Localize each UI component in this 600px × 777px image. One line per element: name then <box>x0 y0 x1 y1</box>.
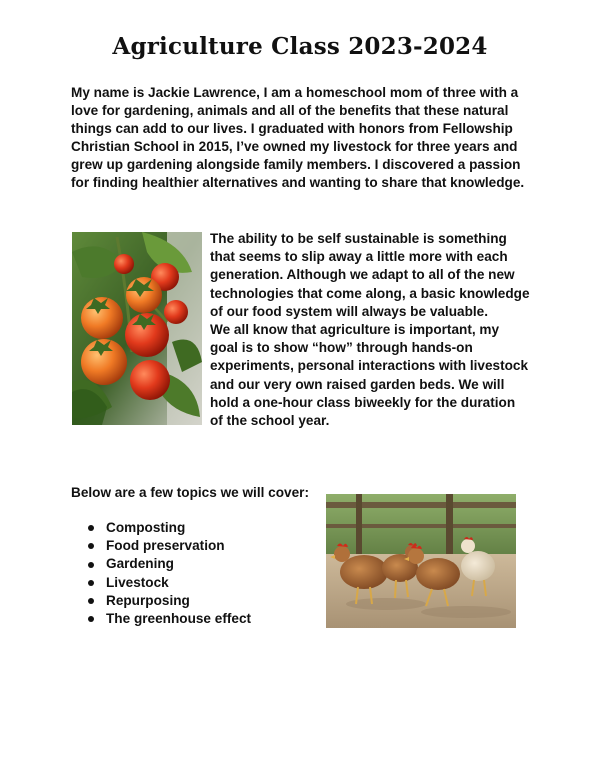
bullet-icon <box>88 580 94 586</box>
bullet-icon <box>88 616 94 622</box>
list-item: Food preservation <box>88 537 251 555</box>
topics-list <box>88 519 251 628</box>
list-item: Gardening <box>88 555 251 573</box>
bullet-icon <box>88 543 94 549</box>
list-item: The greenhouse effect <box>88 610 251 628</box>
side-text <box>210 230 530 430</box>
bullet-icon <box>88 598 94 604</box>
topics-heading: Below are a few topics we will cover: <box>71 485 309 500</box>
chickens-photo <box>326 494 516 628</box>
tomatoes-photo <box>72 232 202 425</box>
intro-paragraph: My name is Jackie Lawrence, I am a homeschool mom of three with a love for gardening, animals and all of the benefits that these natural things can add to our lives. I graduated with honors from Fellowship Christian School in 2015, I’ve owned my livestock for three years and grew up gardening alongside family members. I discovered a passion for finding healthier alternatives and wanting to share that knowledge. <box>71 85 525 190</box>
list-item: Repurposing <box>88 592 251 610</box>
list-item: Composting <box>88 519 251 537</box>
list-item: Livestock <box>88 574 251 592</box>
bullet-icon <box>88 525 94 531</box>
bullet-icon <box>88 562 94 568</box>
goal-paragraph: We all know that agriculture is important, my goal is to show “how” through hands-on experiments, personal interactions with livestock and our very own raised garden beds. We will hold a one-hour class biweekly for the duration of the school year. <box>210 322 529 429</box>
page-title: Agriculture Class 2023-2024 <box>112 33 488 60</box>
sustainability-paragraph: The ability to be self sustainable is something that seems to slip away a little more with each generation. Although we adapt to all of the new technologies that come along, a basic knowledge of our food system will always be valuable. <box>210 231 530 319</box>
